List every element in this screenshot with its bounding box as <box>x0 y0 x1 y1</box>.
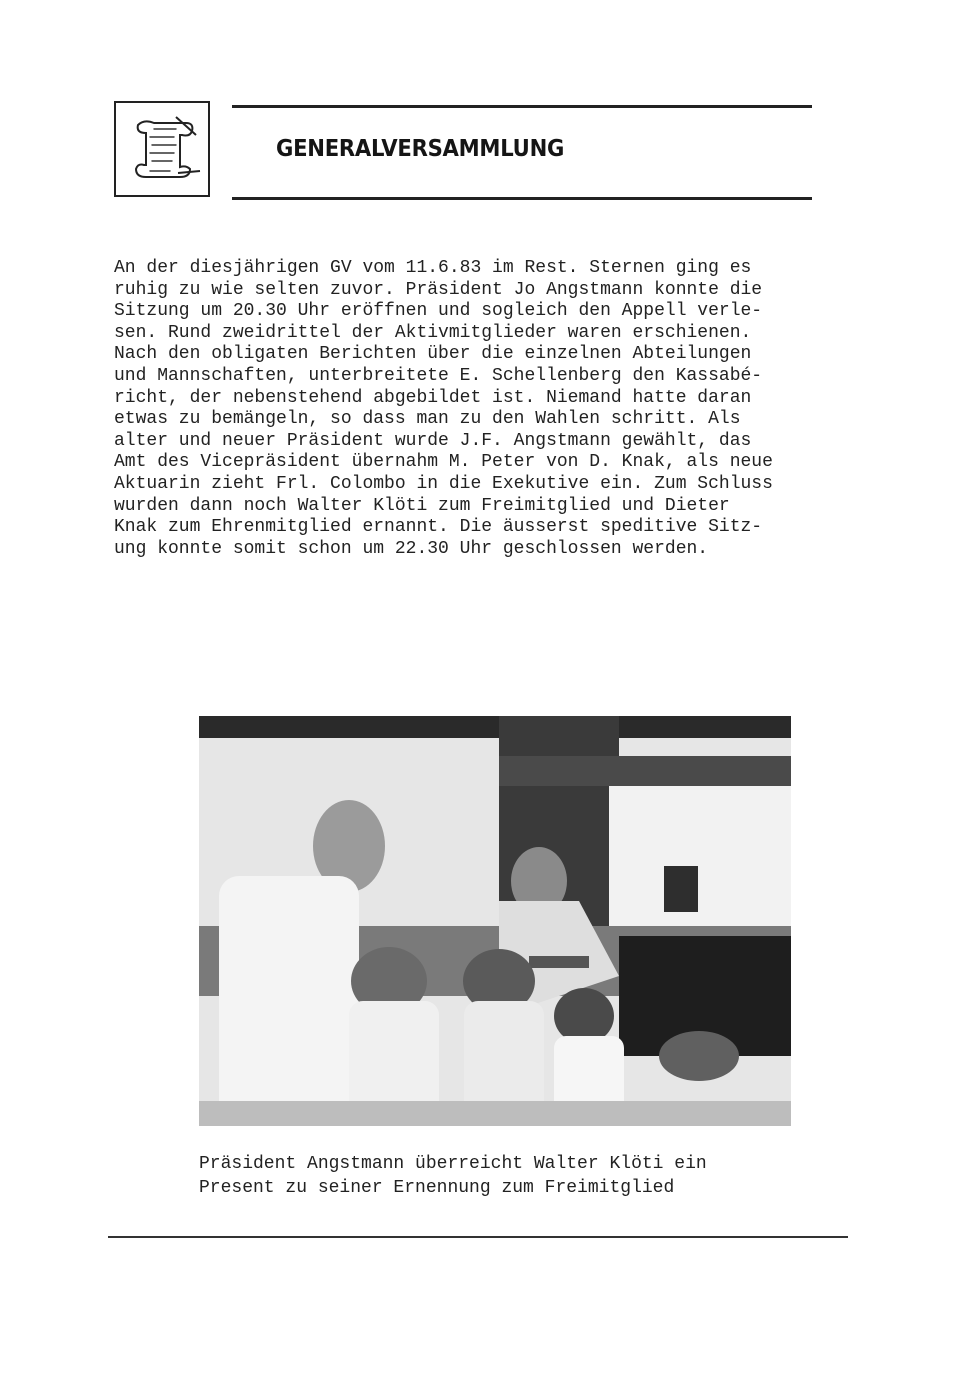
article-line: etwas zu bemängeln, so dass man zu den Wahlen schritt. Als <box>114 409 741 430</box>
people-at-meeting-photo <box>199 716 791 1126</box>
article-line: Amt des Vicepräsident übernahm M. Peter von D. Knak, als neue <box>114 452 773 473</box>
header-rule-top <box>232 105 812 108</box>
photo-caption <box>199 1152 707 1200</box>
article-line: und Mannschaften, unterbreitete E. Schellenberg den Kassabé- <box>114 365 763 386</box>
article-line: Nach den obligaten Berichten über die einzelnen Abteilungen <box>114 344 752 365</box>
header-rule-bottom <box>232 197 812 200</box>
article-body <box>114 258 844 560</box>
footer-rule <box>108 1236 848 1238</box>
article-line: Sitzung um 20.30 Uhr eröffnen und sogleich den Appell verle- <box>114 301 763 322</box>
article-line: ruhig zu wie selten zuvor. Präsident Jo Angstmann konnte die <box>114 279 763 300</box>
caption-line: Present zu seiner Ernennung zum Freimitglied <box>199 1178 675 1198</box>
article-line: wurden dann noch Walter Klöti zum Freimitglied und Dieter <box>114 495 730 516</box>
article-line: Knak zum Ehrenmitglied ernannt. Die äusserst speditive Sitz- <box>114 517 763 538</box>
article-line: An der diesjährigen GV vom 11.6.83 im Rest. Sternen ging es <box>114 258 752 278</box>
page-title: GENERALVERSAMMLUNG <box>276 136 565 162</box>
article-line: ung konnte somit schon um 22.30 Uhr geschlossen werden. <box>114 538 709 559</box>
article-line: sen. Rund zweidrittel der Aktivmitglieder waren erschienen. <box>114 322 752 343</box>
header-icon-frame <box>114 101 210 197</box>
article-line: richt, der nebenstehend abgebildet ist. Niemand hatte daran <box>114 387 752 408</box>
article-line: Aktuarin zieht Frl. Colombo in die Exekutive ein. Zum Schluss <box>114 473 773 494</box>
scroll-quill-icon <box>120 107 204 191</box>
article-line: alter und neuer Präsident wurde J.F. Angstmann gewählt, das <box>114 430 752 451</box>
caption-line: Präsident Angstmann überreicht Walter Klöti ein <box>199 1154 707 1174</box>
